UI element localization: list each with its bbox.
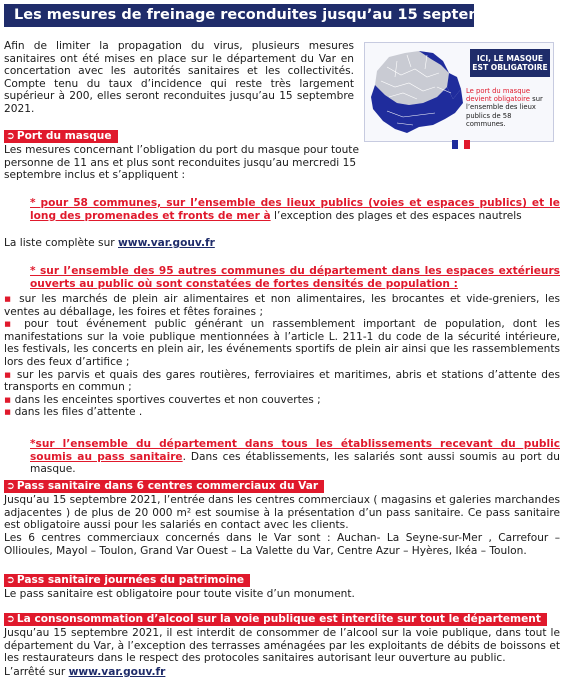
arrow-right-icon: ➲ [6,574,15,586]
masque-intro: Les mesures concernant l’obligation du port du masque pour toute personne de 11 ans et plus sont reconduites jusqu’au mercredi 15 septembre inclus et s’appliquent : [4,144,359,182]
bullet-item: dans les enceintes sportives couvertes et non couvertes ; [14,393,321,406]
bullet-item: sur les marchés de plein air alimentaires et non alimentaires, les brocantes et vide-greniers, les ventes au déballage, les foires et fêtes foraines ; [4,293,560,318]
section-alcool [4,613,560,626]
bullet-item: pour tout événement public générant un rassemblement important de population, dont les manifestations sur la voie publique mentionnées à l’article L. 211-1 du code de la sécurité intérieure, les festivals, les concerts en plein air, les événements sportifs de plein air ainsi que les rassemblements lors des feux d’artifice ; [4,318,560,368]
pass-centres-text: Jusqu’au 15 septembre 2021, l’entrée dans les centres commerciaux ( magasins et galeries marchandes adjacentes ) de plus de 20 000 m² est soumise à la présentation d’un pass sanitaire. Ce pass sanitaire est obligatoire aussi pour les salariés en contact avec les clients. [4,494,560,532]
masque-item-pass-sanitaire: *sur l’ensemble du département dans tous les établissements recevant du public soumis au pass sanitaire. Dans ces établissements, les salariés sont aussi soumis au port du masque. [30,438,560,476]
map-caption [466,87,552,128]
section-heading-alcool: ➲ La consonsommation d’alcool sur la voie publique est interdite sur tout le département [4,613,547,626]
arrow-right-icon: ➲ [6,613,15,625]
section-heading-patrimoine: ➲ Pass sanitaire journées du patrimoine [4,574,250,587]
bullet-marker: ▪ [4,393,12,406]
masque-list-line: La liste complète sur www.var.gouv.fr [4,237,215,249]
alcool-arrete-line: L’arrêté sur www.var.gouv.fr [4,666,166,678]
section-heading-pass-centres: ➲ Pass sanitaire dans 6 centres commerciaux du Var [4,480,324,493]
bullet-item: sur les parvis et quais des gares routières, ferroviaires et maritimes, abris et stations d’attente des transports en commun ; [4,368,560,394]
bullet-marker: ▪ [4,406,12,419]
patrimoine-text: Le pass sanitaire est obligatoire pour toute visite d’un monument. [4,588,355,600]
section-port-du-masque [4,130,560,143]
page-title: Les mesures de freinage reconduites jusqu’au 15 septembre [4,4,474,27]
bullet-marker: ▪ [4,368,13,381]
map-caption-highlight: Le port du masque devient obligatoire [466,87,531,104]
masque-bullet-list [4,293,560,419]
var-gouv-link[interactable]: www.var.gouv.fr [118,237,215,249]
intro-paragraph: Afin de limiter la propagation du virus, plusieurs mesures sanitaires ont été mises en place sur le département du Var en concertation avec les autorités sanitaires et les collectivités. Compte tenu du taux d’incidence qui reste très largement supérieur à 200, elles seront reconduites jusqu’au 15 septembre 2021. [4,40,354,115]
section-patrimoine [4,574,560,587]
var-gouv-link-arrete[interactable]: www.var.gouv.fr [68,666,166,678]
bullet-item: dans les files d’attente . [14,406,143,419]
pass-centres-list: Les 6 centres commerciaux concernés dans le Var sont : Auchan- La Seyne-sur-Mer , Carrefour – Ollioules, Mayol – Toulon, Grand Var Ouest – La Valette du Var, Centre Azur – Hyères, Ikéa – Toulon. [4,532,560,557]
arrow-right-icon: ➲ [6,480,15,492]
alcool-text: Jusqu’au 15 septembre 2021, il est interdit de consommer de l’alcool sur la voie publique, dans tout le département du Var, à l’exception des terrasses aménagées par les exploitants de débits de boissons et les restaurateurs dans le respect des protocoles sanitaires autorisant leur ouverture au public. [4,627,560,665]
mask-map-card [364,42,554,142]
masque-item-95-communes: * sur l’ensemble des 95 autres communes du département dans les espaces extérieurs ouverts au public où sont constatées de fortes densités de population : [30,265,560,290]
var-department-map [367,47,467,139]
section-pass-centres [4,480,560,493]
bullet-marker: ▪ [4,293,14,305]
mask-mandatory-badge: ICI, LE MASQUE EST OBLIGATOIRE [470,49,550,77]
arrow-right-icon: ➲ [6,130,15,142]
masque-item-58-communes: * pour 58 communes, sur l’ensemble des lieux publics (voies et espaces publics) et le long des promenades et fronts de mer à l’exception des plages et des espaces nautrels [30,197,560,222]
map-caption-rest: sur l’ensemble des lieux publics de 58 communes. [466,95,543,128]
section-heading-masque: ➲ Port du masque [4,130,118,143]
bullet-marker: ▪ [4,318,16,331]
